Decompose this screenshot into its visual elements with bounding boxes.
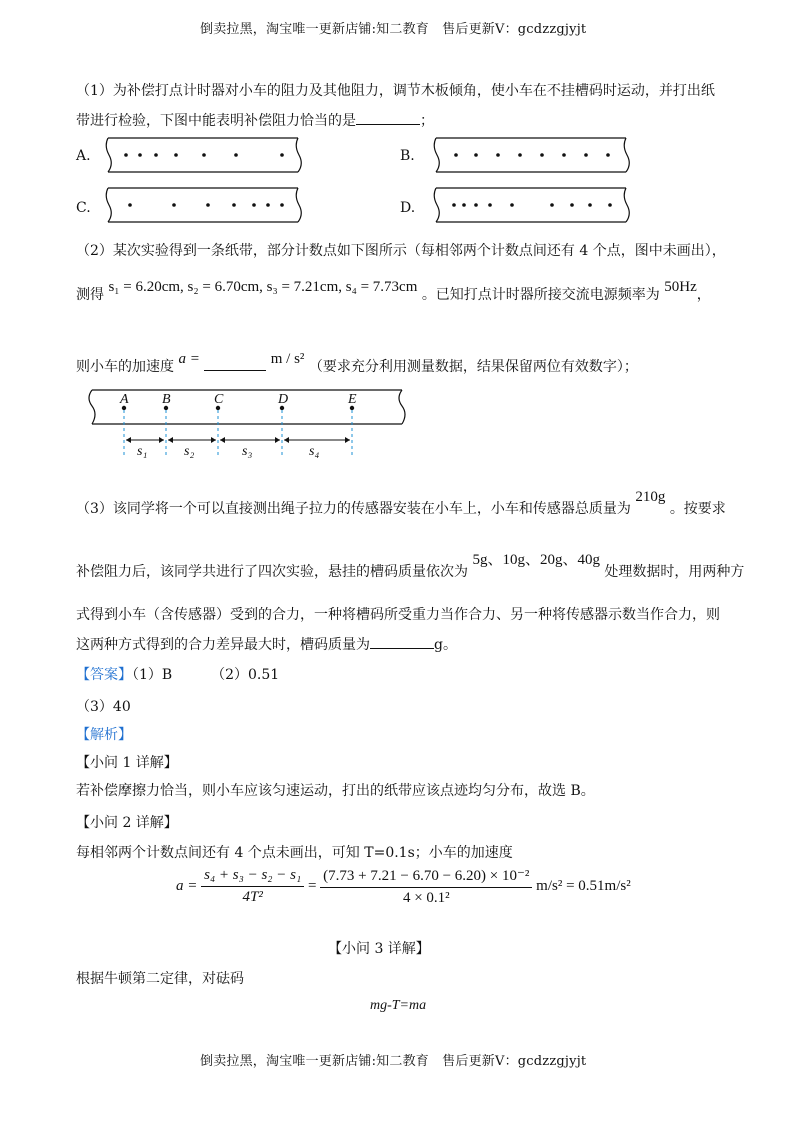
q2-answer-blank bbox=[204, 356, 266, 371]
option-b-label: B. bbox=[400, 148, 415, 164]
answer-3: （3）40 bbox=[76, 699, 131, 715]
q3-line1-end: 。按要求 bbox=[669, 501, 726, 517]
page-header: 倒卖拉黑，淘宝唯一更新店铺:知二教育 售后更新V：gcdzzgjyjt bbox=[200, 22, 587, 37]
dot bbox=[124, 153, 128, 157]
formula-num-numeric: (7.73 + 7.21 − 6.70 − 6.20) × 10⁻² bbox=[320, 866, 532, 888]
analysis-tag: 【解析】 bbox=[76, 727, 132, 743]
answer-tag: 【答案】 bbox=[76, 667, 132, 683]
accel-unit: m / s² bbox=[270, 351, 305, 367]
dot bbox=[280, 153, 284, 157]
q3-line2-end: 处理数据时，用两种方 bbox=[604, 564, 745, 580]
dot bbox=[138, 153, 142, 157]
subquestion-1-text: 若补偿摩擦力恰当，则小车应该匀速运动，打出的纸带应该点迹均匀分布，故选 B。 bbox=[76, 783, 595, 799]
q2-line3 bbox=[76, 351, 638, 376]
arrow-head bbox=[275, 437, 280, 443]
arrow-head bbox=[159, 437, 164, 443]
dot bbox=[202, 153, 206, 157]
arrow-head bbox=[126, 437, 131, 443]
accel-symbol: a = bbox=[178, 351, 200, 367]
subquestion-1-title: 【小问 1 详解】 bbox=[76, 755, 178, 771]
answer-2: （2）0.51 bbox=[211, 667, 280, 683]
q3-line1 bbox=[76, 489, 726, 518]
q2-frequency: 50Hz bbox=[664, 279, 697, 295]
q1-line2-text: 带进行检验，下图中能表明补偿阻力恰当的是 bbox=[76, 113, 356, 129]
option-a-label: A. bbox=[76, 148, 91, 164]
q3-line2-text: 补偿阻力后，该同学共进行了四次实验，悬挂的槽码质量依次为 bbox=[76, 564, 468, 580]
subquestion-2-text: 每相邻两个计数点间还有 4 个点未画出，可知 T=0.1s；小车的加速度 bbox=[76, 845, 513, 861]
option-d-label: D. bbox=[400, 200, 416, 216]
option-a-tape bbox=[104, 136, 304, 174]
dot bbox=[234, 153, 238, 157]
subquestion-2-title: 【小问 2 详解】 bbox=[76, 815, 178, 831]
segment-label-1: s₁ bbox=[137, 444, 148, 459]
q1-line2-end: ； bbox=[420, 113, 434, 129]
q3-line1-text: （3）该同学将一个可以直接测出绳子拉力的传感器安装在小车上，小车和传感器总质量为 bbox=[76, 501, 631, 517]
q2-measurements: s₁ = 6.20cm, s₂ = 6.70cm, s₃ = 7.21cm, s₄ = 7.73cm bbox=[108, 279, 418, 295]
dot bbox=[174, 153, 178, 157]
answer-row bbox=[76, 664, 279, 684]
subquestion-3-text: 根据牛顿第二定律，对砝码 bbox=[76, 971, 244, 987]
q3-line2 bbox=[76, 552, 745, 581]
arrow-head bbox=[211, 437, 216, 443]
option-c-label: C. bbox=[76, 200, 91, 216]
q3-line4-text: 这两种方式得到的合力差异最大时，槽码质量为 bbox=[76, 637, 370, 653]
acceleration-formula: a = $\frac{\text{s₄ + s₃ − s₂ − s₁}}{\text{4T²}}$ = $\frac{\text{(7.73 + 7.21 − 6.70 − 6.20) × 10⁻²}}{\text{4 × 0.1²}}$ m/s² = 0.51m/s² bbox=[176, 867, 631, 906]
point-label-D: D bbox=[278, 392, 289, 407]
point-label-C: C bbox=[214, 392, 224, 407]
q2-line2 bbox=[76, 279, 711, 304]
arrow-head bbox=[284, 437, 289, 443]
option-b-tape bbox=[432, 136, 632, 174]
q3-total-mass: 210g bbox=[635, 489, 666, 505]
page-footer: 倒卖拉黑，淘宝唯一更新店铺:知二教育 售后更新V：gcdzzgjyjt bbox=[200, 1054, 587, 1069]
formula-den-numeric: 4 × 0.1² bbox=[402, 890, 450, 906]
answer-1: （1）B bbox=[132, 667, 173, 683]
formula-fraction-numeric bbox=[320, 866, 532, 907]
newton-equation: mg-T=ma bbox=[370, 998, 427, 1013]
segment-label-2: s₂ bbox=[184, 444, 195, 459]
q2-line2-prefix: 测得 bbox=[76, 287, 104, 303]
point-label-B: B bbox=[162, 392, 171, 407]
point-label-A: A bbox=[120, 392, 129, 407]
q2-line3-prefix: 则小车的加速度 bbox=[76, 359, 174, 375]
q2-line2-end: ， bbox=[696, 287, 711, 303]
formula-num-symbolic: s₄ + s₃ − s₂ − s₁ bbox=[201, 867, 304, 887]
formula-den-symbolic: 4T² bbox=[242, 889, 263, 905]
q3-line4 bbox=[76, 634, 457, 654]
q1-answer-blank bbox=[356, 110, 420, 125]
segment-label-3: s₃ bbox=[242, 444, 253, 459]
formula-result: m/s² = 0.51m/s² bbox=[536, 877, 631, 894]
q3-answer-blank bbox=[370, 634, 434, 649]
option-c-tape bbox=[104, 186, 304, 224]
arrow-head bbox=[220, 437, 225, 443]
subquestion-3-title: 【小问 3 详解】 bbox=[328, 941, 430, 957]
option-d-tape bbox=[432, 186, 632, 224]
point-label-E: E bbox=[348, 392, 357, 407]
q2-line2-mid: 。已知打点计时器所接交流电源频率为 bbox=[421, 287, 660, 303]
q2-line3-suffix: （要求充分利用测量数据，结果保留两位有效数字）； bbox=[308, 359, 638, 375]
q3-line4-end: g。 bbox=[434, 637, 457, 653]
q3-hanging-masses: 5g、10g、20g、40g bbox=[472, 552, 600, 568]
formula-fraction-symbolic bbox=[201, 867, 304, 906]
q1-line1: （1）为补偿打点计时器对小车的阻力及其他阻力，调节木板倾角，使小车在不挂槽码时运动，并打出纸 bbox=[76, 83, 715, 99]
arrow-head bbox=[345, 437, 350, 443]
q1-line2 bbox=[76, 110, 434, 130]
segment-label-4: s₄ bbox=[309, 444, 320, 459]
formula-lhs: a = bbox=[176, 877, 198, 894]
q3-line3: 式得到小车（含传感器）受到的合力，一种将槽码所受重力当作合力、另一种将传感器示数当作合力，则 bbox=[76, 607, 720, 623]
q2-line1: （2）某次实验得到一条纸带，部分计数点如下图所示（每相邻两个计数点间还有 4 个点，图中未画出）， bbox=[76, 243, 726, 259]
arrow-head bbox=[168, 437, 173, 443]
dot bbox=[154, 153, 158, 157]
